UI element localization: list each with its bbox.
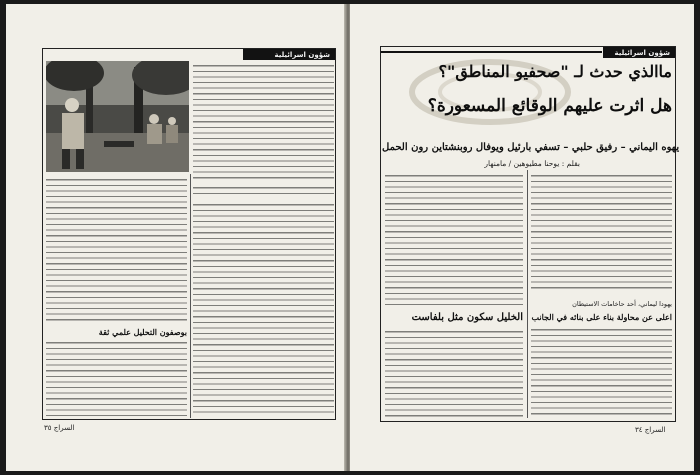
left-masthead-label: شؤون اسرائيلية xyxy=(274,50,330,59)
right-text-col-right-bottom xyxy=(531,326,672,418)
right-masthead-label: شؤون اسرائيلية xyxy=(614,48,670,57)
left-text-col-right xyxy=(193,201,334,416)
headline-1: ماالذي حدث لـ "صحفيو المناطق"؟ xyxy=(438,62,672,81)
author-credit: بقلم : يوحنا مطيوهين / مامنهار xyxy=(484,159,580,168)
right-text-col-right-top xyxy=(531,172,672,292)
headline-2: هل اثرت عليهم الوقائع المسعورة؟ xyxy=(427,96,672,116)
left-subheading: بوصفون التحليل علمي ثقة xyxy=(98,327,187,337)
right-subheading-1: الخليل سكون مثل بلفاست xyxy=(411,312,523,323)
left-masthead xyxy=(243,49,335,60)
left-text-col-left-bottom xyxy=(46,339,187,417)
right-masthead xyxy=(603,47,675,58)
photograph-icon xyxy=(46,61,189,172)
left-text-col-right-block xyxy=(193,184,334,196)
right-page-number: السراج ٣٤ xyxy=(635,426,666,434)
right-subheading-2: اعلى عن محاولة بناء على بنائه في الجانب xyxy=(531,312,672,322)
right-text-col-left-top xyxy=(385,172,523,307)
left-column-rule xyxy=(190,174,191,418)
photo-caption: يهودا ليماني، أحد حاخامات الاستيطان xyxy=(572,300,672,308)
right-column-rule xyxy=(527,170,528,418)
magazine-spread xyxy=(6,4,694,471)
left-text-col-right-top xyxy=(193,62,334,179)
right-page xyxy=(350,4,694,471)
left-page xyxy=(6,4,346,471)
bylines: يهوه اليماني – رفيق حلبي – تسفي بارئيل ويوفال روبنشتاين رون الحمل xyxy=(382,142,680,153)
masthead-rule xyxy=(381,51,602,53)
left-text-col-left-top xyxy=(46,176,187,324)
right-text-col-left-bottom xyxy=(385,328,523,418)
left-photo xyxy=(46,61,189,172)
left-page-number: السراج ٣٥ xyxy=(44,424,75,432)
